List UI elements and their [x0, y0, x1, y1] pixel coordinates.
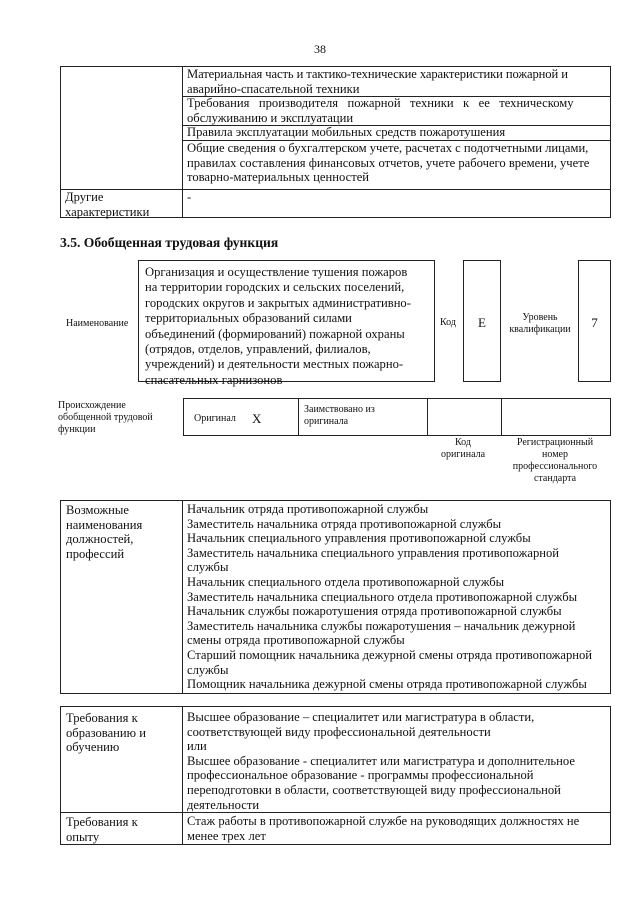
- knowledge-row-1: Материальная часть и тактико-технические характеристики пожарной и аварийно-спасательной техники: [187, 67, 568, 96]
- code-box: [463, 260, 501, 382]
- knowledge-row-4: Общие сведения о бухгалтерском учете, расчетах с подотчетными лицами, правилах составления финансовых отчетов, учете рабочего времени, учете товарно-материальных ценностей: [187, 141, 590, 185]
- level-box: [578, 260, 611, 382]
- experience-label: Требования к опыту: [66, 815, 138, 844]
- code-value: E: [478, 315, 486, 330]
- other-characteristics-label: Другие характеристики: [65, 190, 150, 219]
- registration-number-caption: Регистрационный номер профессионального стандарта: [512, 437, 598, 484]
- section-title: 3.5. Обобщенная трудовая функция: [60, 235, 279, 250]
- function-name-box: Организация и осуществление тушения пожаров на территории городских и сельских поселений, городских округов и закрытых административно- территориальных образований силами объединений (формирований) пожарной охраны (отрядов, отделов, управлений, филиалов, учреждений) и деятельности местных пожарно- спасательных гарнизонов: [138, 260, 435, 382]
- name-label: Наименование: [66, 318, 129, 329]
- code-label: Код: [440, 317, 456, 328]
- original-code-caption: Код оригинала: [440, 437, 486, 460]
- original-label: Оригинал: [194, 413, 236, 424]
- knowledge-table: [60, 66, 611, 218]
- positions-list: Начальник отряда противопожарной службы Заместитель начальника отряда противопожарной службы Начальник специального управления противопожарной службы Заместитель начальника специального управления противопожарной службы Начальник специального отдела противопожарной службы Заместитель начальника специального отдела противопожарной службы Начальник службы пожаротушения отряда противопожарной службы Заместитель начальника службы пожаротушения – начальник дежурной смены отряда противопожарной службы Старший помощник начальника дежурной смены отряда противопожарной службы Помощник начальника дежурной смены отряда противопожарной службы: [187, 502, 593, 692]
- borrowed-label: Заимствовано из оригинала: [304, 404, 375, 427]
- original-mark: X: [252, 411, 262, 426]
- knowledge-row-3: Правила эксплуатации мобильных средств пожаротушения: [187, 125, 506, 139]
- origin-label: Происхождение обобщенной трудовой функции: [58, 400, 153, 435]
- origin-row: [183, 398, 611, 436]
- education-label: Требования к образованию и обучению: [66, 711, 146, 755]
- level-label: Уровень квалификации: [509, 312, 571, 335]
- education-value: Высшее образование – специалитет или магистратура в области, соответствующей виду профессиональной деятельности или Высшее образование - специалитет или магистратура и дополнительное профессиональное образование - программы профессиональной переподготовки в области, соответствующей виду профессиональной деятельности: [187, 710, 575, 812]
- positions-table: [60, 500, 611, 694]
- positions-label: Возможные наименования должностей, профессий: [66, 503, 143, 561]
- level-value: 7: [591, 315, 598, 330]
- page-number: 38: [314, 42, 326, 56]
- experience-value: Стаж работы в противопожарной службе на руководящих должностях не менее трех лет: [187, 814, 580, 843]
- knowledge-row-2: Требования производителя пожарной техники к ее техническому обслуживанию и эксплуатации: [187, 96, 574, 125]
- other-characteristics-value: -: [187, 190, 192, 204]
- requirements-table: [60, 706, 611, 845]
